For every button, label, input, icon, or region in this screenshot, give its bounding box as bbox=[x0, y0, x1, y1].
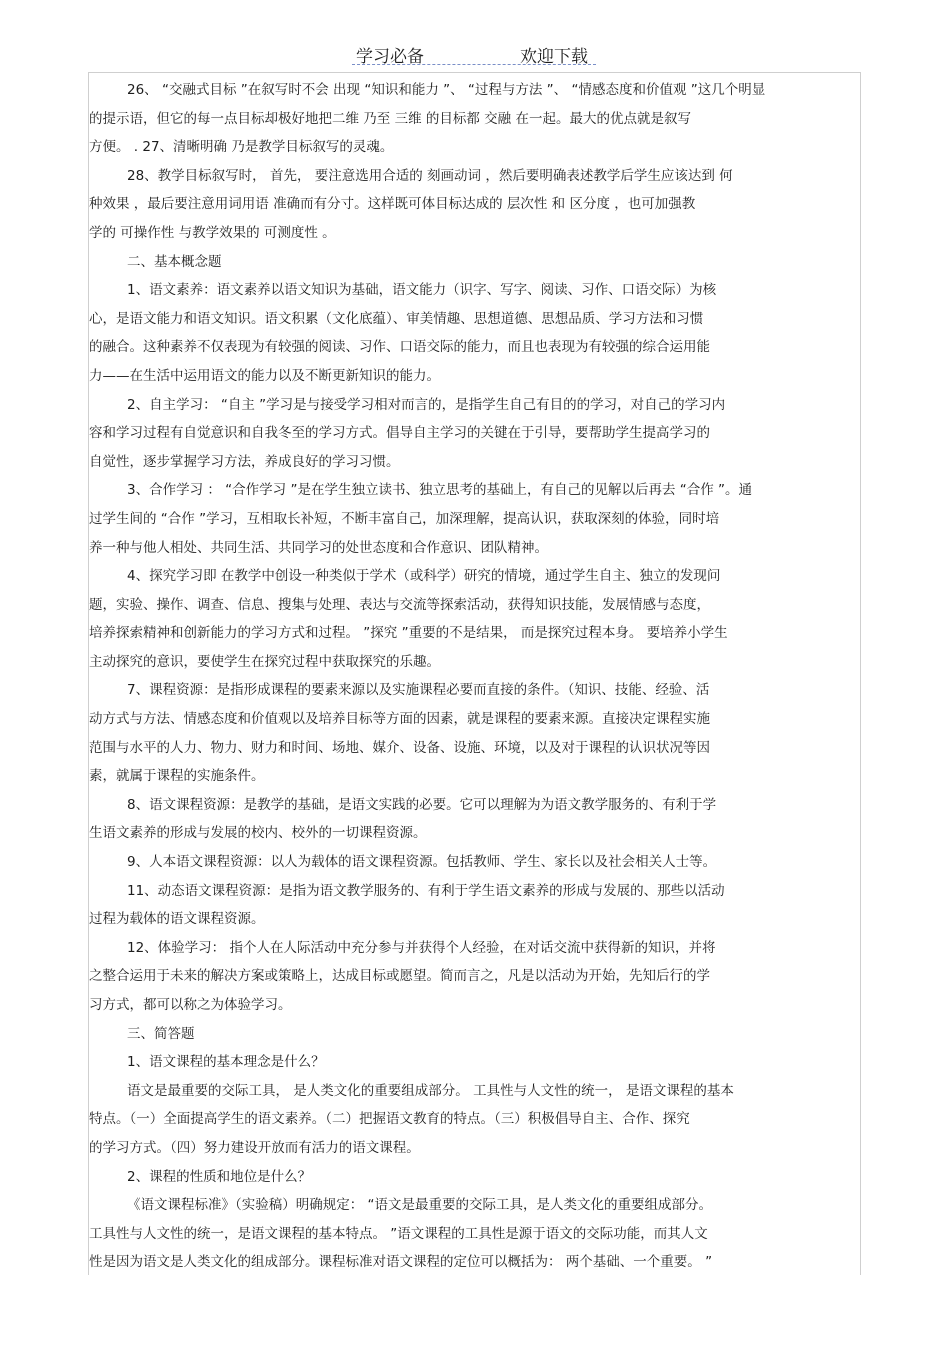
text-line: 过学生间的 “合作 ”学习，互相取长补短，不断丰富自己，加深理解，提高认识，获取深刻的体验，同时培 bbox=[89, 510, 720, 527]
text-line: 素，就属于课程的实施条件。 bbox=[89, 768, 265, 785]
text-line: 4、探究学习即 在教学中创设一种类似于学术（或科学）研究的情境，通过学生自主、独立的发现问 bbox=[127, 568, 721, 585]
text-line: 26、 “交融式目标 ”在叙写时不会 出现 “知识和能力 ”、 “过程与方法 ”、 “情感态度和价值观 ”这几个明显 bbox=[127, 82, 766, 98]
text-line: 动方式与方法、情感态度和价值观以及培养目标等方面的因素，就是课程的要素来源。直接决定课程实施 bbox=[89, 711, 710, 728]
text-line: 容和学习过程有自觉意识和自我冬至的学习方式。倡导自主学习的关键在于引导，要帮助学生提高学习的 bbox=[89, 425, 710, 442]
text-line: 二、基本概念题 bbox=[127, 253, 222, 270]
text-line: 1、语文课程的基本理念是什么？ bbox=[127, 1054, 325, 1071]
text-line: 养一种与他人相处、共同生活、共同学习的处世态度和合作意识、团队精神。 bbox=[89, 539, 548, 556]
text-line: 7、课程资源：是指形成课程的要素来源以及实施课程必要而直接的条件。（知识、技能、经验、活 bbox=[127, 682, 710, 699]
text-line: 习方式，都可以称之为体验学习。 bbox=[89, 997, 292, 1013]
text-line: 之整合运用于未来的解决方案或策略上，达成目标或愿望。简而言之，凡是以活动为开始，先知后行的学 bbox=[89, 968, 710, 985]
text-line: 三、简答题 bbox=[127, 1025, 195, 1042]
text-line: 2、课程的性质和地位是什么？ bbox=[127, 1168, 312, 1185]
text-line: 培养探索精神和创新能力的学习方式和过程。 ”探究 ”重要的不是结果， 而是探究过程本身。 要培养小学生 bbox=[89, 625, 728, 642]
text-line: 3、合作学习 ： “合作学习 ”是在学生独立读书、独立思考的基础上，有自己的见解以后再去 “合作 ”。通 bbox=[127, 482, 753, 499]
text-line: 过程为载体的语文课程资源。 bbox=[89, 911, 265, 928]
text-line: 11、动态语文课程资源：是指为语文教学服务的、有利于学生语文素养的形成与发展的、那些以活动 bbox=[127, 882, 725, 899]
header-rule bbox=[352, 64, 596, 65]
text-line: 种效果 ，最后要注意用词用语 准确而有分寸。这样既可体目标达成的 层次性 和 区分度 ，也可加强教 bbox=[89, 196, 696, 213]
text-line: 的融合。这种素养不仅表现为有较强的阅读、习作、口语交际的能力，而且也表现为有较强的综合运用能 bbox=[89, 339, 710, 356]
text-line: 2、自主学习： “自主 ”学习是与接受学习相对而言的，是指学生自己有目的的学习，对自己的学习内 bbox=[127, 396, 726, 413]
text-line: 自觉性，逐步掌握学习方法，养成良好的学习习惯。 bbox=[89, 453, 400, 470]
text-line: 《语文课程标准》（实验稿）明确规定： “语文是最重要的交际工具，是人类文化的重要组成部分。 bbox=[127, 1197, 713, 1214]
text-line: 1、语文素养：语文素养以语文知识为基础，语文能力（识字、写字、阅读、习作、口语交际）为核 bbox=[127, 282, 717, 299]
document-body bbox=[89, 76, 859, 1277]
text-line: 学的 可操作性 与教学效果的 可测度性 。 bbox=[89, 224, 336, 241]
text-line: 12、体验学习： 指个人在人际活动中充分参与并获得个人经验，在对话交流中获得新的知识，并将 bbox=[127, 939, 716, 956]
text-line: 28、教学目标叙写时， 首先， 要注意选用合适的 刻画动词 ，然后要明确表述教学后学生应该达到 何 bbox=[127, 167, 733, 184]
page-header bbox=[352, 42, 596, 66]
text-line: 方便。 . 27、清晰明确 乃是教学目标叙写的灵魂。 bbox=[89, 139, 394, 156]
text-line: 语文是最重要的交际工具， 是人类文化的重要组成部分。 工具性与人文性的统一， 是语文课程的基本 bbox=[127, 1082, 734, 1099]
text-line: 主动探究的意识，要使学生在探究过程中获取探究的乐趣。 bbox=[89, 653, 440, 670]
text-line: 的学习方式。（四）努力建设开放而有活力的语文课程。 bbox=[89, 1139, 420, 1156]
text-line: 9、人本语文课程资源：以人为载体的语文课程资源。包括教师、学生、家长以及社会相关人士等。 bbox=[127, 854, 717, 871]
text-line: 8、语文课程资源：是教学的基础，是语文实践的必要。它可以理解为为语文教学服务的、有利于学 bbox=[127, 796, 717, 813]
text-line: 心，是语文能力和语文知识。语文积累（文化底蕴）、审美情趣、思想道德、思想品质、学习方法和习惯 bbox=[89, 310, 704, 327]
text-line: 工具性与人文性的统一，是语文课程的基本特点。 ”语文课程的工具性是源于语文的交际功能，而其人文 bbox=[89, 1225, 708, 1242]
header-right-text: 欢迎下载 bbox=[520, 47, 588, 67]
header-left-text: 学习必备 bbox=[356, 47, 424, 67]
text-line: 特点。（一）全面提高学生的语文素养。（二）把握语文教育的特点。（三）积极倡导自主、合作、探究 bbox=[89, 1111, 690, 1128]
text-line: 生语文素养的形成与发展的校内、校外的一切课程资源。 bbox=[89, 825, 427, 842]
text-line: 范围与水平的人力、物力、财力和时间、场地、媒介、设备、设施、环境，以及对于课程的认识状况等因 bbox=[89, 739, 710, 756]
text-line: 力——在生活中运用语文的能力以及不断更新知识的能力。 bbox=[89, 367, 440, 384]
text-line: 的提示语，但它的每一点目标却极好地把二维 乃至 三维 的目标都 交融 在一起。最大的优点就是叙写 bbox=[89, 110, 691, 127]
text-line: 题，实验、操作、调查、信息、搜集与处理、表达与交流等探索活动，获得知识技能，发展情感与态度， bbox=[89, 596, 710, 613]
text-line: 性是因为语文是人类文化的组成部分。课程标准对语文课程的定位可以概括为： 两个基础、一个重要。 ” bbox=[89, 1254, 713, 1271]
